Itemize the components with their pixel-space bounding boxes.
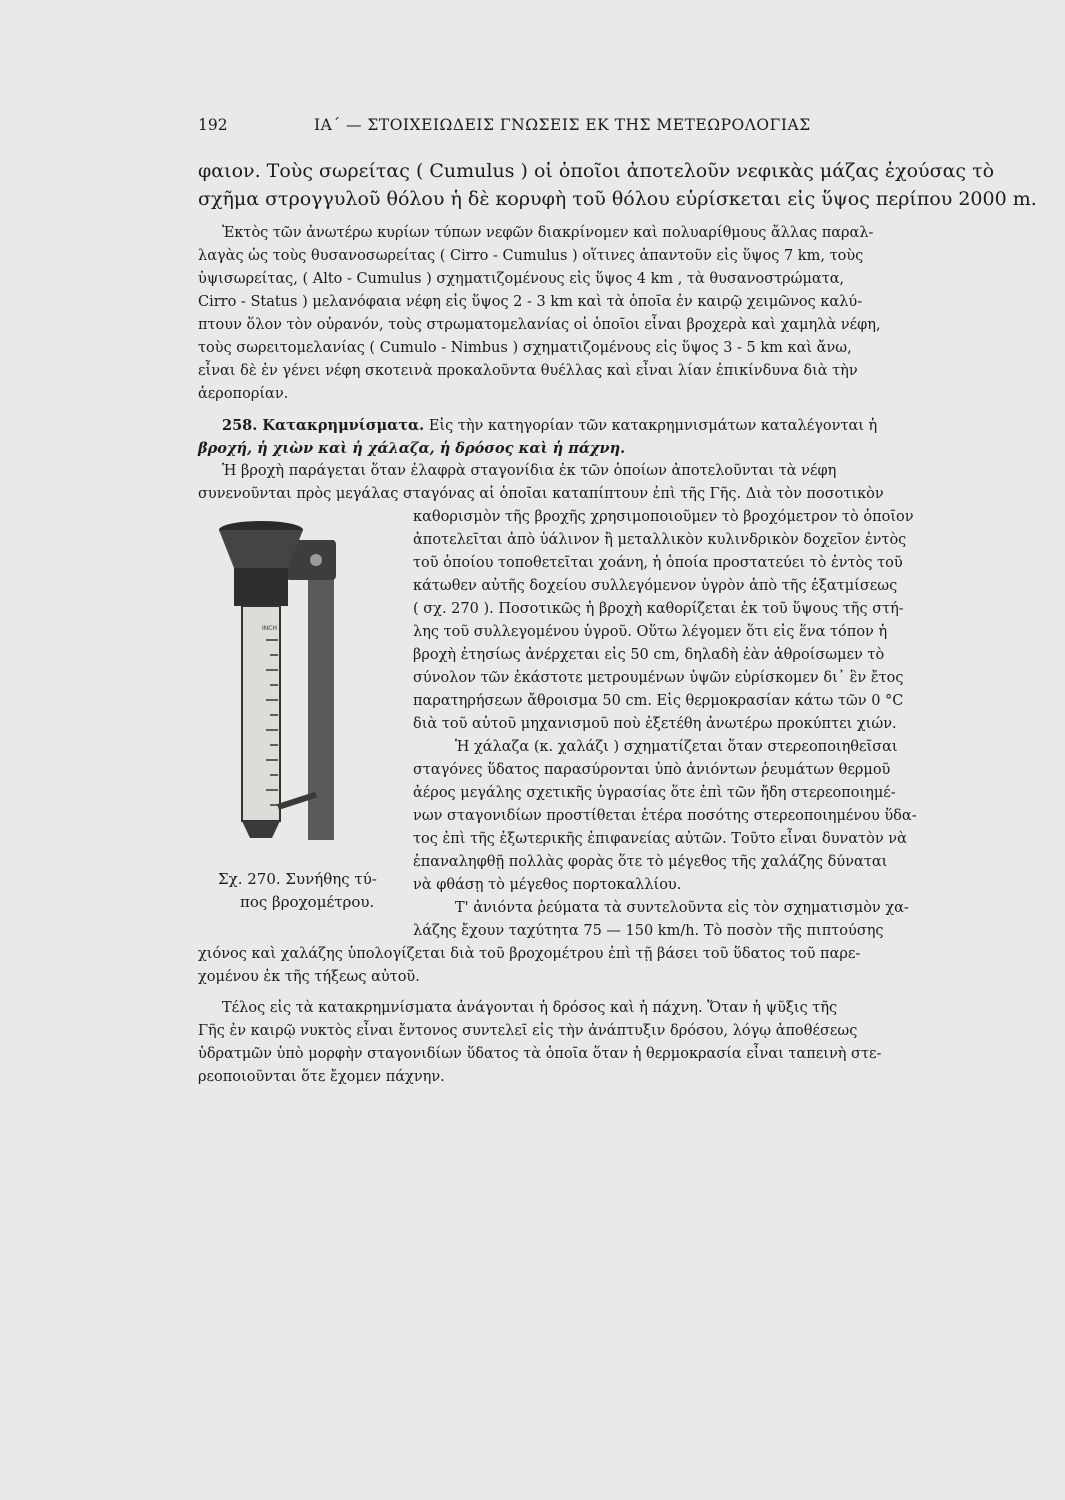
currents-line: χιόνος καὶ χαλάζης ὑπολογίζεται διὰ τοῦ βροχομέτρου ἐπὶ τῇ βάσει τοῦ ὕδατος τοῦ παρε- [198, 946, 861, 962]
rain-line: καθορισμὸν τῆς βροχῆς χρησιμοποιοῦμεν τὸ βροχόμετρον τὸ ὁποῖον [413, 509, 914, 525]
section-heading-rest: Εἰς τὴν κατηγορίαν τῶν κατακρημνισμάτων καταλέγονται ἡ [428, 418, 878, 434]
intro-line: φαιον. Τοὺς σωρείτας ( Cumulus ) οἱ ὁποῖοι ἀποτελοῦν νεφικὰς μάζας ἐχούσας τὸ [198, 160, 995, 182]
hail-line: ἐπαναληφθῇ πολλὰς φορὰς ὅτε τὸ μέγεθος τῆς χαλάζης δύναται [413, 854, 888, 870]
clouds-line: ἀεροπορίαν. [198, 386, 289, 402]
rain-line: ( σχ. 270 ). Ποσοτικῶς ἡ βροχὴ καθορίζεται ἐκ τοῦ ὕψους τῆς στή- [413, 601, 904, 617]
rain-line: κάτωθεν αὐτῆς δοχείου συλλεγόμενον ὑγρὸν ἀπὸ τῆς ἐξατμίσεως [413, 578, 898, 594]
scale-label: INCH [262, 625, 277, 632]
rain-line: τοῦ ὁποίου τοποθετεῖται χοάνη, ἡ ὁποία προστατεύει τὸ ἐντὸς τοῦ [413, 555, 903, 571]
rain-gauge-illustration [216, 520, 336, 850]
precipitation-types: βροχή, ἡ χιὼν καὶ ἡ χάλαζα, ἡ δρόσος καὶ ἡ πάχνη. [198, 440, 626, 457]
currents-line: χομένου ἐκ τῆς τήξεως αὐτοῦ. [198, 969, 420, 985]
rain-line: ἀποτελεῖται ἀπὸ ὑάλινον ἢ μεταλλικὸν κυλινδρικὸν δοχεῖον ἐντὸς [413, 532, 907, 548]
rain-line: σύνολον τῶν ἑκάστοτε μετρουμένων ὑψῶν εὑρίσκομεν δι᾿ ἓν ἔτος [413, 670, 904, 686]
hail-line: Ἡ χάλαζα (κ. χαλάζι ) σχηματίζεται ὅταν στερεοποιηθεῖσαι [455, 739, 898, 755]
caption-line: Σχ. 270. Συνήθης τύ- [218, 870, 377, 888]
rain-line: διὰ τοῦ αὐτοῦ μηχανισμοῦ ποὺ ἐξετέθη ἀνωτέρω προκύπτει χιών. [413, 716, 897, 732]
rain-line: Ἡ βροχὴ παράγεται ὅταν ἐλαφρὰ σταγονίδια ἐκ τῶν ὁποίων ἀποτελοῦνται τὰ νέφη [222, 463, 837, 479]
clouds-line: Ἐκτὸς τῶν ἀνωτέρω κυρίων τύπων νεφῶν διακρίνομεν καὶ πολυαρίθμους ἄλλας παραλ- [222, 225, 874, 241]
section-heading: 258. Κατακρημνίσματα. [222, 417, 425, 434]
section-258-first-line [222, 417, 940, 434]
gauge-base [242, 821, 280, 838]
rain-line: παρατηρήσεων ἄθροισμα 50 cm. Εἰς θερμοκρασίαν κάτω τῶν 0 °C [413, 693, 904, 709]
hail-line: νων σταγονιδίων προστίθεται ἑτέρα ποσότης στερεοποιημένου ὕδα- [413, 808, 917, 824]
caption-line: πος βροχομέτρου. [240, 893, 375, 911]
rain-gauge-figure [216, 520, 336, 850]
page-header [198, 116, 938, 140]
hail-line: σταγόνες ὕδατος παρασύρονται ὑπὸ ἀνιόντων ῥευμάτων θερμοῦ [413, 762, 891, 778]
rain-line: βροχὴ ἐτησίως ἀνέρχεται εἰς 50 cm, δηλαδὴ ἐὰν ἀθροίσωμεν τὸ [413, 647, 885, 663]
currents-line: Τ' ἀνιόντα ῥεύματα τὰ συντελοῦντα εἰς τὸν σχηματισμὸν χα- [455, 900, 909, 916]
figure-caption [218, 868, 393, 914]
final-line: ὑδρατμῶν ὑπὸ μορφὴν σταγονιδίων ὕδατος τὰ ὁποῖα ὅταν ἡ θερμοκρασία εἶναι ταπεινὴ στε- [198, 1046, 882, 1062]
currents-line: λάζης ἔχουν ταχύτητα 75 — 150 km/h. Τὸ ποσὸν τῆς πιπτούσης [413, 923, 884, 939]
clouds-line: λαγὰς ὡς τοὺς θυσανοσωρείτας ( Cirro - Cumulus ) οἵτινες ἀπαντοῦν εἰς ὕψος 7 km, τοὺς [198, 248, 864, 264]
page-number: 192 [198, 116, 228, 134]
rain-line: συνενοῦνται πρὸς μεγάλας σταγόνας αἱ ὁποῖαι καταπίπτουν ἐπὶ τῆς Γῆς. Διὰ τὸν ποσοτικὸν [198, 486, 884, 502]
hail-line: νὰ φθάσῃ τὸ μέγεθος πορτοκαλλίου. [413, 877, 682, 893]
clouds-line: ὑψισωρείτας, ( Alto - Cumulus ) σχηματιζομένους εἰς ὕψος 4 km , τὰ θυσανοστρώματα, [198, 271, 845, 287]
final-line: Τέλος εἰς τὰ κατακρημνίσματα ἀνάγονται ἡ δρόσος καὶ ἡ πάχνη. Ὅταν ἡ ψῦξις τῆς [222, 1000, 838, 1016]
final-line: Γῆς ἐν καιρῷ νυκτὸς εἶναι ἔντονος συντελεῖ εἰς τὴν ἀνάπτυξιν δρόσου, λόγῳ ἀποθέσεως [198, 1023, 858, 1039]
clouds-line: τοὺς σωρειτομελανίας ( Cumulo - Nimbus ) σχηματιζομένους εἰς ὕψος 3 - 5 km καὶ ἄνω, [198, 340, 852, 356]
clouds-line: εἶναι δὲ ἐν γένει νέφη σκοτεινὰ προκαλοῦντα θυέλλας καὶ εἶναι λίαν ἐπικίνδυνα διὰ τὴν [198, 363, 858, 379]
hail-line: ἀέρος μεγάλης σχετικῆς ὑγρασίας ὅτε ἐπὶ τῶν ἤδη στερεοποιημέ- [413, 785, 896, 801]
glass-cylinder [242, 606, 280, 821]
bracket-screw [310, 554, 322, 566]
intro-line: σχῆμα στρογγυλοῦ θόλου ἡ δὲ κορυφὴ τοῦ θόλου εὑρίσκεται εἰς ὕψος περίπου 2000 m. [198, 188, 1037, 210]
rain-line: λης τοῦ συλλεγομένου ὑγροῦ. Οὕτω λέγομεν ὅτι εἰς ἕνα τόπον ἡ [413, 624, 888, 640]
funnel-collar [234, 568, 288, 606]
hail-line: τος ἐπὶ τῆς ἐξωτερικῆς ἐπιφανείας αὐτῶν. Τοῦτο εἶναι δυνατὸν νὰ [413, 831, 907, 847]
final-line: ρεοποιοῦνται ὅτε ἔχομεν πάχνην. [198, 1069, 445, 1085]
clouds-line: πτουν ὅλον τὸν οὐρανόν, τοὺς στρωματομελανίας οἱ ὁποῖοι εἶναι βροχερὰ καὶ χαμηλὰ νέφη, [198, 317, 881, 333]
clouds-line: Cirro - Status ) μελανόφαια νέφη εἰς ὕψος 2 - 3 km καὶ τὰ ὁποῖα ἐν καιρῷ χειμῶνος καλύ- [198, 294, 863, 310]
running-title: ΙΑ΄ — ΣΤΟΙΧΕΙΩΔΕΙΣ ΓΝΩΣΕΙΣ ΕΚ ΤΗΣ ΜΕΤΕΩΡΟΛΟΓΙΑΣ [314, 116, 811, 134]
